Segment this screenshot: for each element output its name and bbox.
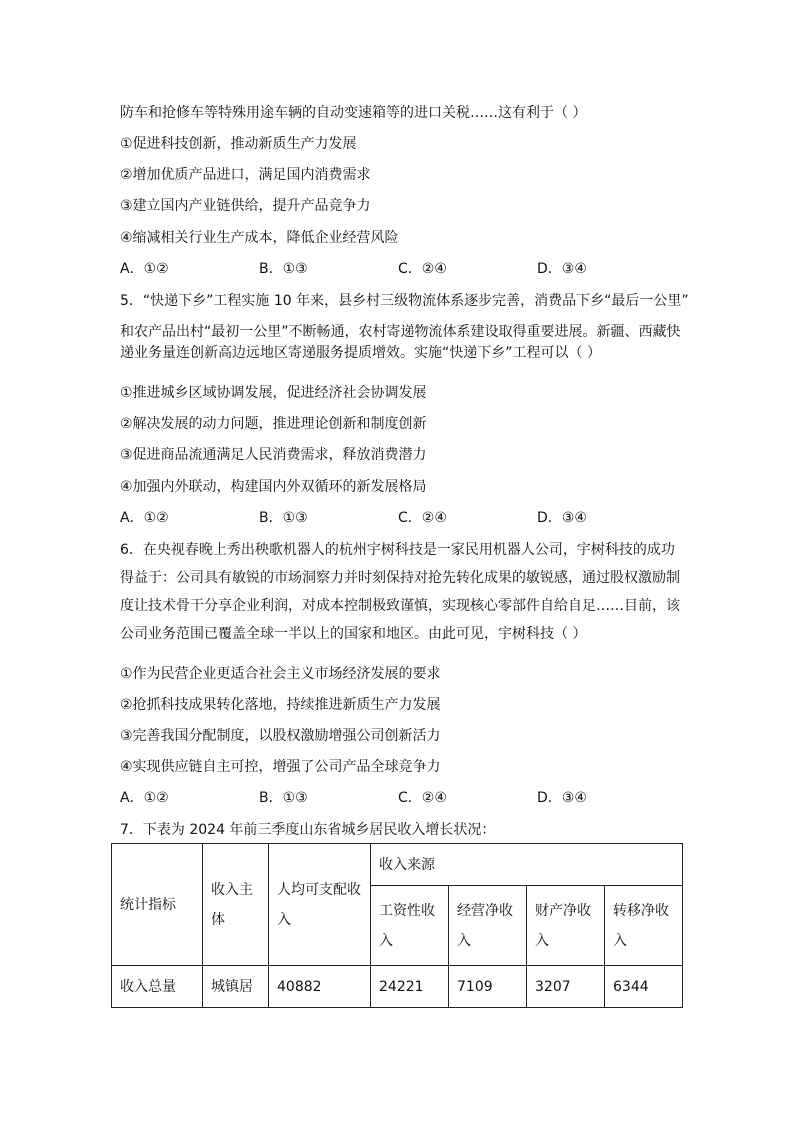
- q6-option-a[interactable]: A．①②: [120, 790, 169, 806]
- q5-options: [120, 508, 680, 528]
- q6-item-2: ②抢抓科技成果转化落地，持续推进新质生产力发展: [120, 697, 441, 713]
- q5-item-2: ②解决发展的动力问题，推进理论创新和制度创新: [120, 416, 427, 432]
- q4-options: [120, 259, 680, 279]
- q4-stem: 防车和抢修车等特殊用途车辆的自动变速箱等的进口关税……这有利于（ ）: [120, 105, 587, 121]
- q5-option-b[interactable]: B．①③: [259, 510, 308, 526]
- cell-transfer: 6344: [605, 966, 683, 1008]
- cell-per-capita: 40882: [269, 966, 371, 1008]
- q5-stem-line-3: 递业务量连创新高边远地区寄递服务提质增效。实施“快递下乡”工程可以（ ）: [120, 345, 601, 361]
- q6-option-b[interactable]: B．①③: [259, 790, 308, 806]
- q5-stem-line-1: 5．“快递下乡”工程实施 10 年来，县乡村三级物流体系逐步完善，消费品下乡“最后一公里”: [120, 293, 689, 309]
- q5-option-c[interactable]: C．②④: [398, 510, 447, 526]
- q6-stem-line-2: 得益于：公司具有敏锐的市场洞察力并时刻保持对抢先转化成果的敏锐感，通过股权激励制: [120, 570, 680, 586]
- q4-option-d[interactable]: D．③④: [537, 261, 587, 277]
- header-transfer: 转移净收入: [605, 886, 683, 966]
- q6-stem-line-3: 度让技术骨干分享企业利润，对成本控制极致谨慎，实现核心零部件自给自足……目前，该: [120, 598, 680, 614]
- cell-subject: 城镇居: [203, 966, 269, 1008]
- q4-item-2: ②增加优质产品进口，满足国内消费需求: [120, 167, 371, 183]
- q6-item-4: ④实现供应链自主可控，增强了公司产品全球竞争力: [120, 759, 441, 775]
- cell-business: 7109: [449, 966, 527, 1008]
- header-per-capita: 人均可支配收入: [269, 844, 371, 966]
- header-indicator: 统计指标: [112, 844, 203, 966]
- q6-option-c[interactable]: C．②④: [398, 790, 447, 806]
- header-wage: 工资性收入: [371, 886, 449, 966]
- q6-stem-line-4: 公司业务范围已覆盖全球一半以上的国家和地区。由此可见，宇树科技（ ）: [120, 626, 587, 642]
- cell-property: 3207: [527, 966, 605, 1008]
- q6-item-3: ③完善我国分配制度，以股权激励增强公司创新活力: [120, 728, 441, 744]
- header-business: 经营净收入: [449, 886, 527, 966]
- q4-option-b[interactable]: B．①③: [259, 261, 308, 277]
- q6-stem-line-1: 6．在央视春晚上秀出秧歌机器人的杭州宇树科技是一家民用机器人公司，宇树科技的成功: [120, 542, 675, 558]
- q4-option-c[interactable]: C．②④: [398, 261, 447, 277]
- q6-item-1: ①作为民营企业更适合社会主义市场经济发展的要求: [120, 666, 441, 682]
- header-subject: 收入主体: [203, 844, 269, 966]
- q5-option-d[interactable]: D．③④: [537, 510, 587, 526]
- q5-option-a[interactable]: A．①②: [120, 510, 169, 526]
- q5-item-1: ①推进城乡区域协调发展，促进经济社会协调发展: [120, 385, 427, 401]
- q6-option-d[interactable]: D．③④: [537, 790, 587, 806]
- q5-item-4: ④加强内外联动，构建国内外双循环的新发展格局: [120, 479, 427, 495]
- table-row: [112, 966, 683, 1008]
- q5-stem-line-2: 和农产品出村“最初一公里”不断畅通，农村寄递物流体系建设取得重要进展。新疆、西藏快: [120, 324, 681, 340]
- q4-option-a[interactable]: A．①②: [120, 261, 169, 277]
- header-income-sources: 收入来源: [371, 844, 683, 886]
- cell-indicator: 收入总量: [112, 966, 203, 1008]
- q4-item-1: ①促进科技创新，推动新质生产力发展: [120, 136, 357, 152]
- cell-wage: 24221: [371, 966, 449, 1008]
- q7-stem: 7．下表为 2024 年前三季度山东省城乡居民收入增长状况：: [120, 822, 496, 838]
- q4-item-3: ③建立国内产业链供给，提升产品竞争力: [120, 198, 371, 214]
- q4-item-4: ④缩减相关行业生产成本，降低企业经营风险: [120, 230, 399, 246]
- q6-options: [120, 788, 680, 808]
- q5-item-3: ③促进商品流通满足人民消费需求，释放消费潜力: [120, 447, 427, 463]
- income-table: [111, 843, 683, 1008]
- table-header-row: [112, 844, 683, 886]
- header-property: 财产净收入: [527, 886, 605, 966]
